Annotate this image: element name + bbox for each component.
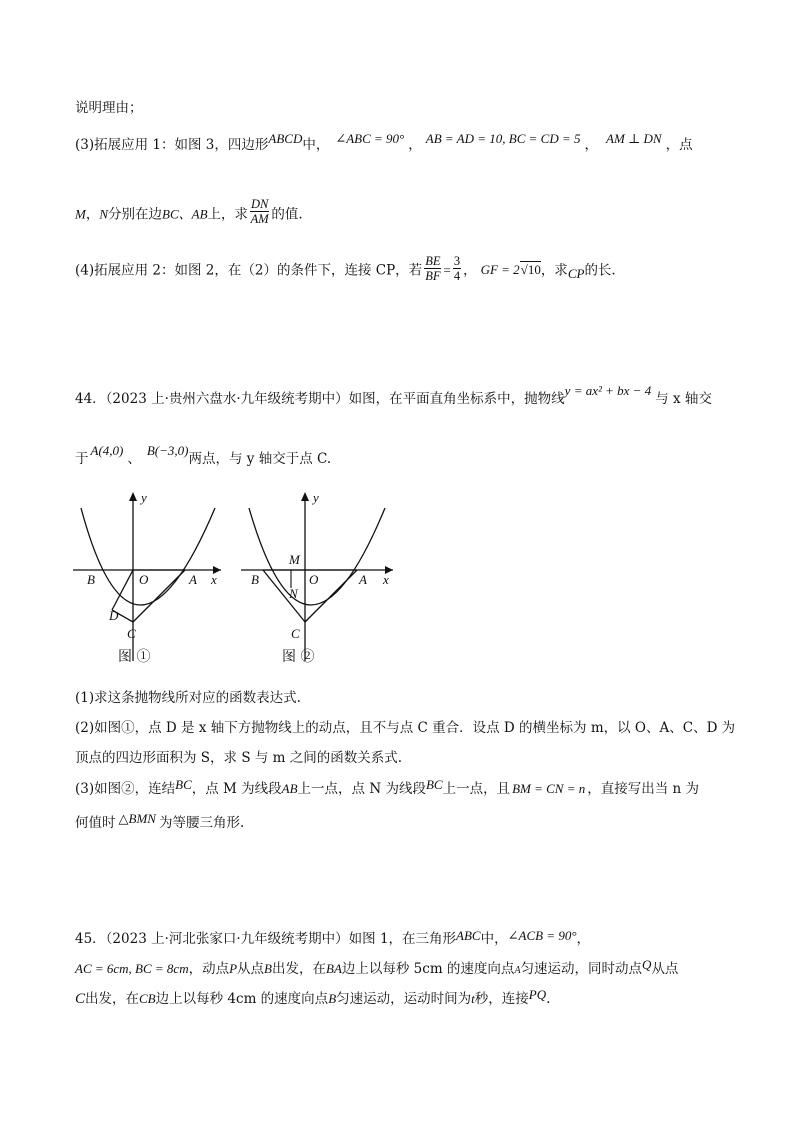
q45-l3-d: 秒，连接 bbox=[474, 991, 529, 1007]
q44-header bbox=[75, 383, 712, 407]
fraction-denominator: BF bbox=[425, 269, 441, 284]
label-b: B bbox=[251, 572, 259, 587]
q44-s3a-4: 上一点，且 bbox=[442, 781, 511, 797]
q45-line2 bbox=[75, 957, 679, 977]
lengths: AB = AD = 10, BC = CD = 5 bbox=[425, 131, 581, 146]
segment-ba: BA bbox=[326, 961, 342, 976]
q43-part3-t4: ，点 bbox=[665, 137, 693, 153]
parabola bbox=[249, 508, 385, 605]
figure-1-caption: 图 ① bbox=[118, 649, 151, 665]
q44-l2-prefix: 于 bbox=[75, 451, 89, 467]
q43-part3-line2 bbox=[75, 197, 303, 230]
y-axis-arrow-icon bbox=[129, 492, 137, 501]
segment-ab: AB bbox=[281, 781, 298, 796]
point-p: P bbox=[229, 961, 238, 976]
q44-l2-tail: 两点，与 y 轴交于点 C. bbox=[188, 451, 332, 467]
label-c: C bbox=[291, 626, 300, 641]
q43-part4-t1: ， bbox=[463, 262, 477, 279]
q44-sub3-line1 bbox=[75, 777, 700, 797]
q43-part3-t1: 中， bbox=[302, 137, 330, 153]
label-c: C bbox=[127, 626, 136, 641]
segment-bc-2: BC bbox=[425, 777, 443, 792]
q44-s3a-5: ，直接写出当 n 为 bbox=[587, 781, 700, 797]
label-a: A bbox=[189, 572, 197, 587]
time-t: t bbox=[471, 991, 475, 1006]
q45-l2-d: 边上以每秒 5cm 的速度向点 bbox=[341, 961, 515, 977]
q44-sub2-line2: 顶点的四边形面积为 S，求 S 与 m 之间的函数关系式. bbox=[75, 750, 403, 766]
equals-sign: = bbox=[443, 262, 451, 278]
q45-l3-b: 边上以每秒 4cm 的速度向点 bbox=[155, 991, 329, 1007]
segment-cp: CP bbox=[567, 266, 585, 282]
label-o: O bbox=[139, 572, 149, 587]
q45-l1-prefix: 45．（2023 上·河北张家口·九年级统考期中）如图 1，在三角形 bbox=[75, 931, 457, 947]
q45-l2-b: 从点 bbox=[237, 961, 265, 977]
label-y: y bbox=[313, 490, 319, 505]
label-a: A bbox=[359, 572, 367, 587]
label-b: B bbox=[87, 572, 95, 587]
parabola bbox=[81, 508, 215, 605]
y-axis-arrow-icon bbox=[301, 492, 309, 501]
angle-acb: ∠ACB = 90° bbox=[507, 928, 577, 943]
fraction-denominator: AM bbox=[250, 212, 269, 227]
fraction-3-4 bbox=[453, 254, 461, 284]
q44-line2 bbox=[75, 443, 332, 467]
q43-lead: 说明理由； bbox=[75, 100, 143, 116]
parabola-equation: y = ax² + bx − 4 bbox=[564, 383, 652, 398]
label-m: M bbox=[289, 552, 300, 567]
segment-cb: CB bbox=[139, 991, 156, 1006]
q44-s3a-2: ，点 M 为线段 bbox=[191, 781, 282, 797]
q44-head-tail: 与 x 轴交 bbox=[655, 391, 712, 407]
q45-l1-mid: 中， bbox=[480, 931, 508, 947]
triangle-abc: ABC bbox=[456, 928, 481, 943]
q44-sub2-line1: (2)如图①，点 D 是 x 轴下方抛物线上的动点，且不与点 C 重合．设点 D 的横坐标为 m，以 O、A、C、D 为 bbox=[75, 720, 736, 736]
sides: BC、AB bbox=[162, 206, 208, 222]
fraction-numerator: DN bbox=[251, 197, 269, 211]
q45-l2-a: ，动点 bbox=[188, 961, 230, 977]
q44-sub3-line2 bbox=[75, 811, 245, 831]
segment-pq: PQ bbox=[528, 987, 547, 1002]
q45-l3-a: 出发，在 bbox=[85, 991, 140, 1007]
q44-s3b-1: 何值时 bbox=[75, 815, 116, 831]
figure-1 bbox=[65, 486, 225, 666]
q44-s3a-1: (3)如图②，连结 bbox=[75, 781, 176, 797]
point-a: A bbox=[514, 965, 521, 976]
fraction-numerator: BE bbox=[425, 254, 441, 268]
q45-line1 bbox=[75, 928, 591, 947]
sqrt-10: √10 bbox=[520, 262, 541, 278]
label-n: N bbox=[289, 586, 298, 601]
fraction-dn-am bbox=[250, 197, 269, 227]
lengths-ac-bc: AC = 6cm, BC = 8cm bbox=[75, 961, 189, 976]
point-q: Q bbox=[642, 957, 652, 972]
q45-l2-e: 匀速运动，同时动点 bbox=[520, 961, 643, 977]
point-c: C bbox=[75, 991, 86, 1007]
q43-part4 bbox=[75, 256, 616, 286]
q45-l1-end: ， bbox=[576, 931, 591, 947]
figure-2 bbox=[233, 486, 403, 666]
point-b-2: B bbox=[328, 991, 337, 1006]
point-b: B(−3,0) bbox=[146, 443, 189, 458]
q45-line3 bbox=[75, 987, 551, 1007]
q45-l2-c: 出发，在 bbox=[272, 961, 326, 977]
q45-l3-c2: 匀速运动，运动时间为 bbox=[336, 991, 472, 1007]
segment-bc: BC bbox=[175, 777, 192, 792]
point-b: B bbox=[264, 961, 272, 976]
q43-part4-prefix: (4)拓展应用 2：如图 2，在（2）的条件下，连接 CP，若 bbox=[75, 262, 423, 279]
q45-l2-f: 从点 bbox=[651, 961, 679, 977]
q43-part3-t2: ， bbox=[408, 137, 422, 153]
q43-part3-t3: ， bbox=[584, 137, 599, 153]
q43-part4-t3: 的长. bbox=[584, 262, 616, 279]
q44-sub1: (1)求这条抛物线所对应的函数表达式. bbox=[75, 690, 301, 706]
q44-s3b-2: 为等腰三角形. bbox=[158, 815, 245, 831]
q43-part3-prefix: (3)拓展应用 1：如图 3，四边形 bbox=[75, 137, 269, 153]
quad-abcd: ABCD bbox=[268, 131, 303, 146]
fraction-numerator: 3 bbox=[453, 254, 461, 268]
fraction-be-bf bbox=[424, 254, 441, 284]
bm-cn-eq: BM = CN = n bbox=[512, 781, 586, 796]
point-a: A(4,0) bbox=[90, 443, 124, 458]
label-x: x bbox=[383, 572, 389, 587]
q43-part3b-t1: ， bbox=[85, 206, 100, 223]
angle-abc: ∠ABC = 90° bbox=[335, 131, 405, 146]
point-n: N bbox=[99, 206, 109, 222]
q44-sep: 、 bbox=[127, 451, 141, 467]
q43-part3b-t3: 上，求 bbox=[207, 206, 249, 223]
q43-part3b-t2: 分别在边 bbox=[108, 206, 163, 223]
q43-part3b-t4: 的值. bbox=[271, 206, 303, 223]
point-m: M bbox=[75, 206, 86, 222]
figure-2-caption: 图 ② bbox=[282, 649, 315, 665]
gf-value: GF = 2 bbox=[480, 262, 520, 278]
segment-bc bbox=[263, 570, 305, 622]
label-o: O bbox=[309, 572, 319, 587]
q44-head: 44．（2023 上·贵州六盘水·九年级统考期中）如图，在平面直角坐标系中，抛物线 bbox=[75, 391, 565, 407]
triangle-bmn: △BMN bbox=[118, 811, 156, 826]
q44-s3a-3: 上一点，点 N 为线段 bbox=[297, 781, 426, 797]
label-x: x bbox=[211, 572, 217, 587]
fraction-denominator: 4 bbox=[453, 269, 461, 284]
label-d: D bbox=[109, 608, 119, 623]
radicand: 10 bbox=[527, 262, 541, 278]
q43-part3-line1 bbox=[75, 131, 693, 153]
label-y: y bbox=[141, 490, 147, 505]
perp: AM ⊥ DN bbox=[606, 131, 662, 146]
q43-part4-t2: ，求 bbox=[540, 262, 568, 279]
q45-l3-e: . bbox=[546, 991, 551, 1007]
